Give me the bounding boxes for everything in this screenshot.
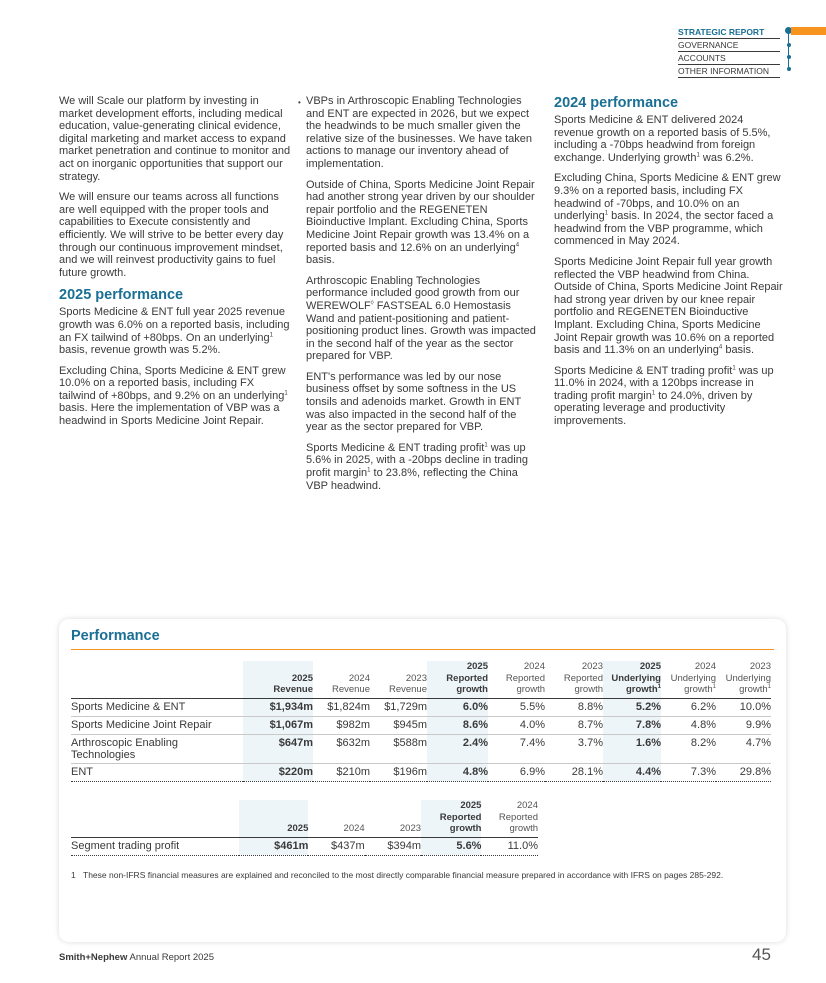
cell: 8.6% xyxy=(427,716,488,734)
nav-dot xyxy=(787,55,791,59)
text-column-2 xyxy=(298,95,538,500)
cell: 2.4% xyxy=(427,734,488,763)
paragraph: Sports Medicine Joint Repair full year growth reflected the VBP headwind from China. Outside of China, Sports Medicine Joint Repair had strong year driven by our knee repair portfolio and REGENETEN Bioinductive Implant. Excluding China, Sports Medicine Joint Repair growth was 10.6% on a reported basis and 11.3% on an underlying$^4$ basis. xyxy=(554,255,783,357)
cell: 3.7% xyxy=(545,734,603,763)
cell: $632m xyxy=(313,734,370,763)
cell: $437m xyxy=(308,837,364,855)
table-header-row xyxy=(71,661,771,698)
nav-dot xyxy=(787,67,791,71)
cell: 6.9% xyxy=(488,763,545,781)
paragraph: Excluding China, Sports Medicine & ENT grew 10.0% on a reported basis, including FX tailwind of +80bps, and 9.2% on an underlying$^1$ basis. Here the implementation of VBP was a headwind in Sports Medicine Joint Repair. xyxy=(59,364,288,428)
col-header: 2025 Reported growth xyxy=(421,800,481,837)
cell: 7.8% xyxy=(603,716,661,734)
nav-strategic-report[interactable]: STRATEGIC REPORT xyxy=(678,26,780,39)
paragraph: Sports Medicine & ENT delivered 2024 revenue growth on a reported basis of 5.5%, including a -70bps headwind from foreign exchange. Underlying growth$^1$ was 6.2%. xyxy=(554,114,771,164)
cell: 4.0% xyxy=(488,716,545,734)
col-header: 2023 Underlying growth$^1$ xyxy=(725,661,771,695)
col-header: 2024 Underlying growth$^1$ xyxy=(670,661,716,695)
cell: 5.6% xyxy=(421,837,481,855)
performance-card xyxy=(59,619,786,942)
page-number: 45 xyxy=(752,945,771,964)
cell: $647m xyxy=(243,734,313,763)
row-label: Sports Medicine & ENT xyxy=(71,698,243,716)
paragraph: Outside of China, Sports Medicine Joint Repair had another strong year driven by our shoulder repair portfolio and the REGENETEN Bioinductive Implant. Excluding China, Sports Medicine Joint Repair growth was 13.4% on a reported basis and 12.6% on an underlying$^4$ basis. xyxy=(306,178,535,267)
footnote-number: 1 xyxy=(71,870,76,880)
col-header: 2025 xyxy=(239,800,308,837)
col-header: 2023 xyxy=(399,823,422,834)
cell: $1,067m xyxy=(243,716,313,734)
table-row xyxy=(71,763,771,781)
cell: $461m xyxy=(239,837,308,855)
footnote-text: These non-IFRS financial measures are explained and reconciled to the most directly comparable financial measure prepared in accordance with IFRS on pages 285-292. xyxy=(83,870,724,880)
col-header: 2024 Reported growth xyxy=(498,800,538,834)
cell: 29.8% xyxy=(716,763,771,781)
row-label: Arthroscopic Enabling Technologies xyxy=(71,734,243,763)
col-header: 2025 Underlying growth$^1$ xyxy=(603,661,661,698)
cell: 4.4% xyxy=(603,763,661,781)
heading-2025-performance: 2025 performance xyxy=(59,287,184,304)
text-column-3 xyxy=(554,95,786,436)
title-underline xyxy=(71,649,774,650)
cell: $945m xyxy=(370,716,427,734)
profit-table xyxy=(71,800,538,856)
cell: 5.2% xyxy=(603,698,661,716)
cell: 4.8% xyxy=(661,716,716,734)
nav-accounts[interactable]: ACCOUNTS xyxy=(678,52,780,65)
row-label: ENT xyxy=(71,763,243,781)
col-header: 2024 Revenue xyxy=(331,672,370,695)
col-header: 2023 Reported growth xyxy=(563,661,603,695)
heading-2024-performance: 2024 performance xyxy=(554,95,679,111)
cell: 1.6% xyxy=(603,734,661,763)
cell: $210m xyxy=(313,763,370,781)
row-label: Sports Medicine Joint Repair xyxy=(71,716,243,734)
footnote xyxy=(71,870,771,881)
col-header: 2024 Reported growth xyxy=(505,661,545,695)
performance-table xyxy=(71,661,771,782)
cell: $1,729m xyxy=(370,698,427,716)
cell: 8.7% xyxy=(545,716,603,734)
paragraph: Sports Medicine & ENT full year 2025 revenue growth was 6.0% on a reported basis, including an FX tailwind of +80bps. On an underlying$^1$ basis, revenue growth was 5.2%. xyxy=(59,306,290,357)
paragraph: Sports Medicine & ENT trading profit$^1$ was up 5.6% in 2025, with a -20bps decline in trading profit margin$^1$ to 23.8%, reflecting the China VBP headwind. xyxy=(306,441,528,492)
bullet-marker: • xyxy=(298,98,301,107)
paragraph: We will ensure our teams across all functions are well equipped with the proper tools and capabilities to Execute consistently and efficiently. We will strive to be better every day through our continuous improvement mindset, and we will reinvest productivity gains to fuel future growth. xyxy=(59,191,284,279)
cell: $982m xyxy=(313,716,370,734)
col-header: 2023 Revenue xyxy=(388,672,427,695)
cell: $394m xyxy=(365,837,421,855)
cell: 9.9% xyxy=(716,716,771,734)
cell: 11.0% xyxy=(481,837,538,855)
cell: $1,824m xyxy=(313,698,370,716)
nav-dot xyxy=(787,43,791,47)
performance-title: Performance xyxy=(71,628,160,644)
nav-other-information[interactable]: OTHER INFORMATION xyxy=(678,65,780,78)
cell: 7.4% xyxy=(488,734,545,763)
table-row xyxy=(71,734,771,763)
cell: 28.1% xyxy=(545,763,603,781)
paragraph: Sports Medicine & ENT trading profit$^1$ was up 11.0% in 2024, with a 120bps increase in trading profit margin$^1$ to 24.0%, driven by operating leverage and productivity improvements. xyxy=(554,364,774,428)
paragraph: ENT's performance was led by our nose business offset by some softness in the US tonsils and adenoids market. Growth in ENT was also impacted in the second half of the year as the sector prepared for VBP. xyxy=(306,370,522,434)
col-header: 2024 xyxy=(343,823,365,834)
paragraph: Arthroscopic Enabling Technologies performance included good growth from our WEREWOLF◊ FASTSEAL 6.0 Hemostasis Wand and patient-positioning and patient-positioning product lines. Growth was impacted in the second half of the year as the sector prepared for VBP. xyxy=(306,274,536,363)
cell: 5.5% xyxy=(488,698,545,716)
cell: $1,934m xyxy=(243,698,313,716)
cell: 8.2% xyxy=(661,734,716,763)
cell: $196m xyxy=(370,763,427,781)
col-header: 2025 Reported growth xyxy=(427,661,488,698)
cell: $220m xyxy=(243,763,313,781)
cell: 7.3% xyxy=(661,763,716,781)
table-header-row xyxy=(71,800,538,837)
nav-indicator-line xyxy=(788,29,789,70)
text-column-1 xyxy=(59,95,291,436)
cell: 8.8% xyxy=(545,698,603,716)
section-nav xyxy=(678,26,780,78)
cell: 4.8% xyxy=(427,763,488,781)
table-row xyxy=(71,698,771,716)
col-header: 2025 Revenue xyxy=(243,661,313,698)
brand-name: Smith+Nephew xyxy=(59,952,128,963)
cell: 10.0% xyxy=(716,698,771,716)
paragraph: Excluding China, Sports Medicine & ENT grew 9.3% on a reported basis, including FX headwind of -70bps, and 10.0% on an underlying$^1$ basis. In 2024, the sector faced a headwind from the VBP programme, which commenced in May 2024. xyxy=(554,172,781,248)
cell: $588m xyxy=(370,734,427,763)
cell: 6.2% xyxy=(661,698,716,716)
nav-active-bar xyxy=(791,27,826,35)
cell: 6.0% xyxy=(427,698,488,716)
footer-report-title: Smith+Nephew Annual Report 2025 xyxy=(59,952,214,963)
paragraph: VBPs in Arthroscopic Enabling Technologies and ENT are expected in 2026, but we expect the headwinds to be much smaller given the relative size of the businesses. We have taken actions to manage our inventory ahead of implementation. xyxy=(306,95,533,170)
table-row xyxy=(71,837,538,855)
table-row xyxy=(71,716,771,734)
row-label: Segment trading profit xyxy=(71,837,239,855)
nav-governance[interactable]: GOVERNANCE xyxy=(678,39,780,52)
paragraph: We will Scale our platform by investing in market development efforts, including medical education, value-generating clinical evidence, digital marketing and market access to expand market penetration and continue to monitor and act on inorganic opportunities that support our strategy. xyxy=(59,95,291,183)
cell: 4.7% xyxy=(716,734,771,763)
